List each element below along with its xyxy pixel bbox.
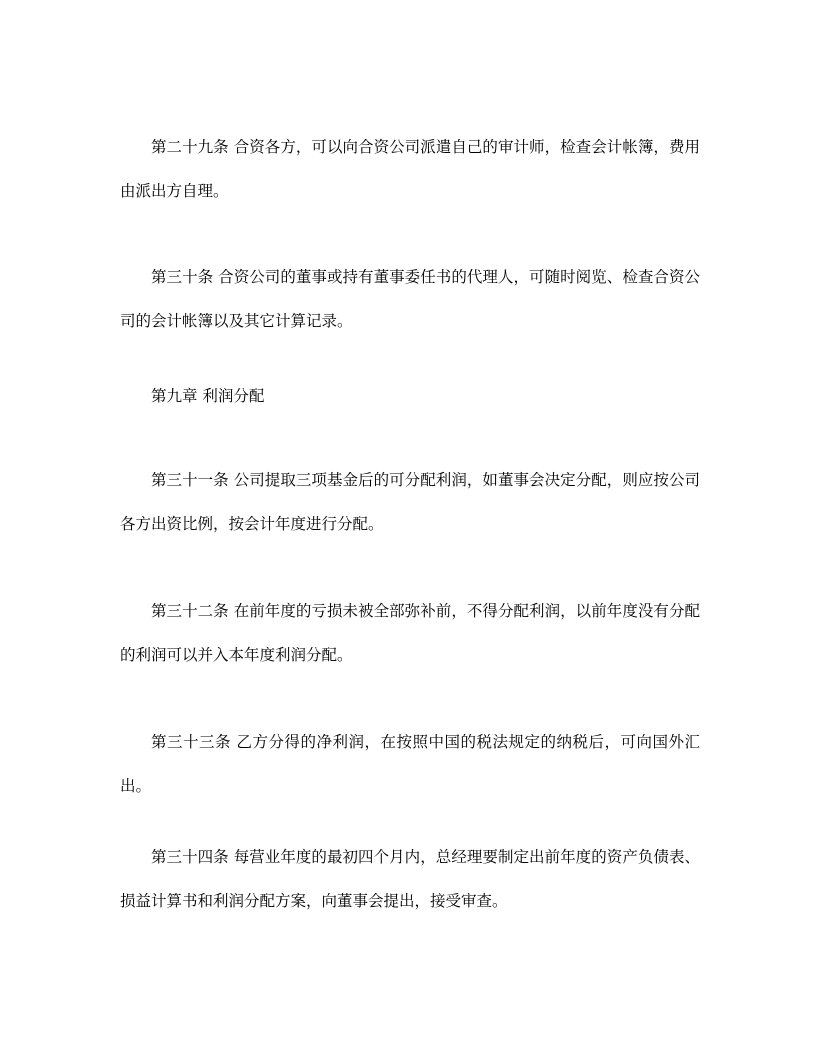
article-29-paragraph: 第二十九条 合资各方，可以向合资公司派遣自己的审计师，检查会计帐簿，费用由派出方自理。 — [120, 138, 700, 200]
article-34-paragraph: 第三十四条 每营业年度的最初四个月内，总经理要制定出前年度的资产负债表、损益计算书和利润分配方案，向董事会提出，接受审查。 — [120, 848, 700, 910]
article-30-paragraph: 第三十条 合资公司的董事或持有董事委任书的代理人，可随时阅览、检查合资公司的会计帐簿以及其它计算记录。 — [120, 268, 700, 330]
chapter-9-heading: 第九章 利润分配 — [151, 387, 265, 405]
article-31-paragraph: 第三十一条 公司提取三项基金后的可分配利润，如董事会决定分配，则应按公司各方出资比例，按会计年度进行分配。 — [120, 471, 700, 533]
article-33-paragraph: 第三十三条 乙方分得的净利润，在按照中国的税法规定的纳税后，可向国外汇出。 — [120, 733, 700, 795]
article-32-paragraph: 第三十二条 在前年度的亏损未被全部弥补前，不得分配利润，以前年度没有分配的利润可以并入本年度利润分配。 — [120, 602, 700, 664]
